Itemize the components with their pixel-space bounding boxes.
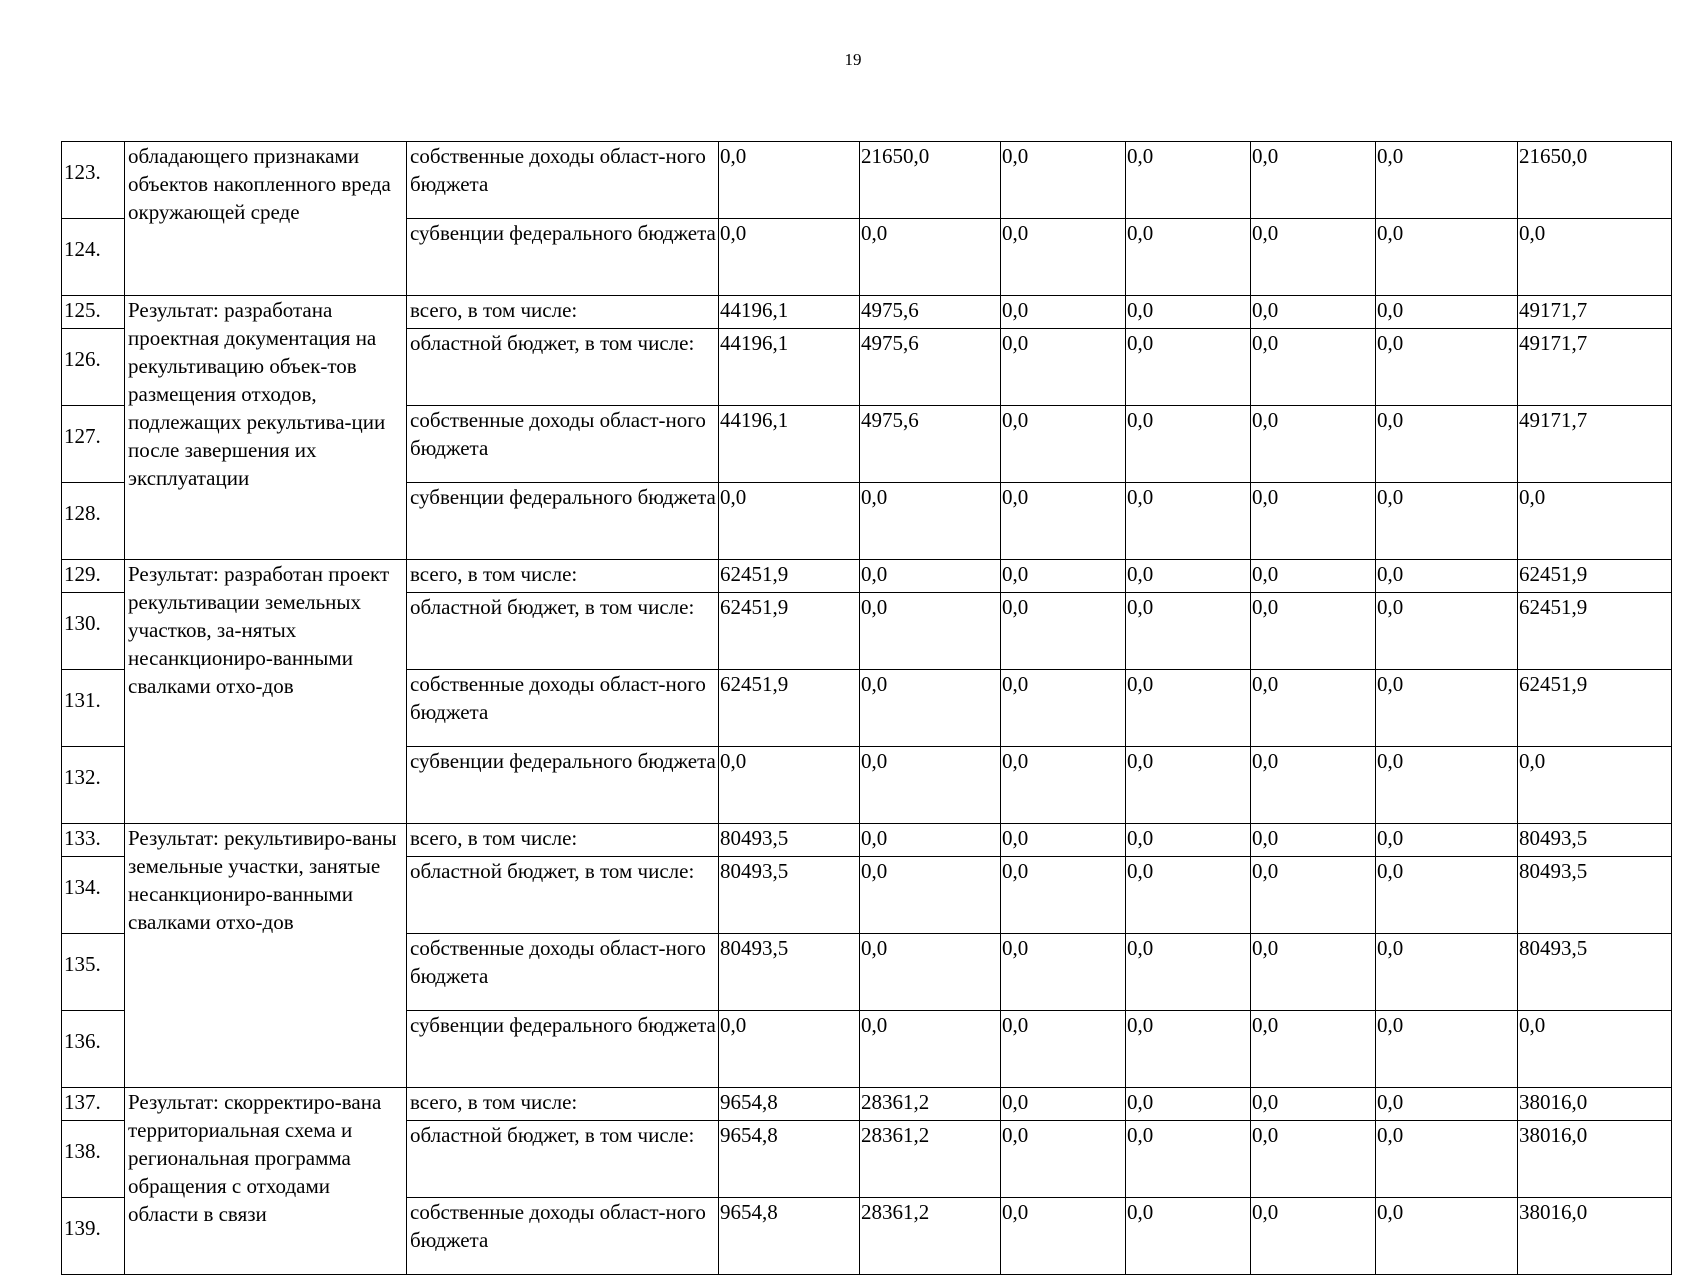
year-value: 0,0 [1126, 219, 1251, 296]
year-value: 21650,0 [860, 142, 1001, 219]
year-value: 80493,5 [719, 824, 860, 857]
year-value: 0,0 [860, 934, 1001, 1011]
funding-source: всего, в том числе: [407, 1088, 719, 1121]
year-value: 0,0 [1126, 296, 1251, 329]
year-value: 0,0 [1001, 593, 1126, 670]
year-value: 0,0 [1001, 1198, 1126, 1275]
funding-source: собственные доходы област-ного бюджета [407, 1198, 719, 1275]
year-value: 0,0 [860, 857, 1001, 934]
year-value: 0,0 [1126, 857, 1251, 934]
year-value: 80493,5 [719, 934, 860, 1011]
year-value: 0,0 [1251, 1011, 1376, 1088]
year-value: 0,0 [1251, 329, 1376, 406]
row-number: 126. [62, 329, 125, 406]
year-value: 0,0 [1126, 593, 1251, 670]
year-value: 0,0 [1126, 934, 1251, 1011]
year-value: 0,0 [1001, 483, 1126, 560]
table-row [62, 824, 1672, 857]
row-number: 134. [62, 857, 125, 934]
funding-source: собственные доходы област-ного бюджета [407, 670, 719, 747]
year-value: 0,0 [1376, 934, 1518, 1011]
year-value: 0,0 [1251, 824, 1376, 857]
year-value: 0,0 [860, 219, 1001, 296]
year-value: 0,0 [1126, 1011, 1251, 1088]
year-value: 0,0 [1376, 1011, 1518, 1088]
year-value: 0,0 [1251, 560, 1376, 593]
year-value: 0,0 [719, 747, 860, 824]
year-value: 0,0 [1251, 1121, 1376, 1198]
total-value: 38016,0 [1518, 1088, 1672, 1121]
year-value: 0,0 [1126, 329, 1251, 406]
total-value: 49171,7 [1518, 329, 1672, 406]
total-value: 21650,0 [1518, 142, 1672, 219]
year-value: 28361,2 [860, 1088, 1001, 1121]
year-value: 0,0 [860, 1011, 1001, 1088]
year-value: 9654,8 [719, 1088, 860, 1121]
table-row [62, 142, 1672, 219]
funding-source: всего, в том числе: [407, 560, 719, 593]
year-value: 0,0 [1001, 296, 1126, 329]
year-value: 0,0 [1376, 296, 1518, 329]
row-number: 137. [62, 1088, 125, 1121]
year-value: 0,0 [1251, 219, 1376, 296]
year-value: 0,0 [1251, 483, 1376, 560]
year-value: 0,0 [1251, 406, 1376, 483]
year-value: 0,0 [1126, 1088, 1251, 1121]
result-description: Результат: разработана проектная документация на рекультивацию объек-тов размещения отходов, подлежащих рекультива-ции после завершения их эксплуатации [125, 296, 407, 560]
year-value: 0,0 [1001, 747, 1126, 824]
year-value: 0,0 [1126, 142, 1251, 219]
year-value: 0,0 [1251, 670, 1376, 747]
year-value: 4975,6 [860, 296, 1001, 329]
result-description: Результат: скорректиро-вана территориальная схема и региональная программа обращения с отходами области в связи [125, 1088, 407, 1275]
year-value: 44196,1 [719, 296, 860, 329]
total-value: 62451,9 [1518, 593, 1672, 670]
year-value: 4975,6 [860, 329, 1001, 406]
year-value: 44196,1 [719, 406, 860, 483]
year-value: 0,0 [1376, 747, 1518, 824]
row-number: 123. [62, 142, 125, 219]
year-value: 62451,9 [719, 560, 860, 593]
year-value: 0,0 [1126, 560, 1251, 593]
year-value: 0,0 [1376, 142, 1518, 219]
funding-source: всего, в том числе: [407, 296, 719, 329]
result-description: Результат: разработан проект рекультивации земельных участков, за-нятых несанкциониро-ванными свалками отхо-дов [125, 560, 407, 824]
total-value: 80493,5 [1518, 934, 1672, 1011]
year-value: 0,0 [1001, 824, 1126, 857]
year-value: 0,0 [1126, 1121, 1251, 1198]
year-value: 0,0 [1251, 1088, 1376, 1121]
total-value: 49171,7 [1518, 406, 1672, 483]
row-number: 130. [62, 593, 125, 670]
year-value: 0,0 [1001, 406, 1126, 483]
row-number: 127. [62, 406, 125, 483]
year-value: 0,0 [1251, 934, 1376, 1011]
year-value: 0,0 [1126, 1198, 1251, 1275]
year-value: 0,0 [1251, 857, 1376, 934]
year-value: 4975,6 [860, 406, 1001, 483]
row-number: 139. [62, 1198, 125, 1275]
funding-source: собственные доходы област-ного бюджета [407, 934, 719, 1011]
funding-source: собственные доходы област-ного бюджета [407, 142, 719, 219]
year-value: 28361,2 [860, 1198, 1001, 1275]
row-number: 135. [62, 934, 125, 1011]
row-number: 132. [62, 747, 125, 824]
year-value: 0,0 [1126, 824, 1251, 857]
year-value: 0,0 [1126, 747, 1251, 824]
funding-source: субвенции федерального бюджета [407, 1011, 719, 1088]
budget-table [61, 141, 1672, 1275]
year-value: 0,0 [719, 142, 860, 219]
year-value: 0,0 [1376, 1121, 1518, 1198]
total-value: 0,0 [1518, 219, 1672, 296]
year-value: 0,0 [1376, 329, 1518, 406]
total-value: 38016,0 [1518, 1198, 1672, 1275]
year-value: 0,0 [1001, 329, 1126, 406]
funding-source: всего, в том числе: [407, 824, 719, 857]
funding-source: субвенции федерального бюджета [407, 747, 719, 824]
row-number: 133. [62, 824, 125, 857]
year-value: 0,0 [719, 1011, 860, 1088]
year-value: 0,0 [1376, 824, 1518, 857]
year-value: 0,0 [860, 483, 1001, 560]
total-value: 62451,9 [1518, 560, 1672, 593]
year-value: 62451,9 [719, 670, 860, 747]
year-value: 0,0 [1001, 1088, 1126, 1121]
row-number: 125. [62, 296, 125, 329]
row-number: 129. [62, 560, 125, 593]
page-number: 19 [844, 50, 862, 69]
year-value: 0,0 [1376, 670, 1518, 747]
year-value: 0,0 [1376, 593, 1518, 670]
row-number: 124. [62, 219, 125, 296]
row-number: 128. [62, 483, 125, 560]
year-value: 0,0 [860, 670, 1001, 747]
year-value: 62451,9 [719, 593, 860, 670]
total-value: 38016,0 [1518, 1121, 1672, 1198]
funding-source: субвенции федерального бюджета [407, 483, 719, 560]
year-value: 44196,1 [719, 329, 860, 406]
table-row [62, 1088, 1672, 1121]
year-value: 0,0 [1251, 747, 1376, 824]
year-value: 0,0 [1376, 1088, 1518, 1121]
funding-source: субвенции федерального бюджета [407, 219, 719, 296]
year-value: 0,0 [1376, 219, 1518, 296]
year-value: 0,0 [1376, 857, 1518, 934]
funding-source: областной бюджет, в том числе: [407, 1121, 719, 1198]
funding-source: областной бюджет, в том числе: [407, 857, 719, 934]
table-body [62, 142, 1672, 1275]
year-value: 28361,2 [860, 1121, 1001, 1198]
funding-source: областной бюджет, в том числе: [407, 593, 719, 670]
row-number: 136. [62, 1011, 125, 1088]
year-value: 80493,5 [719, 857, 860, 934]
year-value: 0,0 [1001, 934, 1126, 1011]
year-value: 0,0 [1251, 593, 1376, 670]
year-value: 0,0 [860, 824, 1001, 857]
year-value: 0,0 [1376, 560, 1518, 593]
year-value: 0,0 [1251, 1198, 1376, 1275]
total-value: 62451,9 [1518, 670, 1672, 747]
total-value: 0,0 [1518, 483, 1672, 560]
year-value: 0,0 [1376, 483, 1518, 560]
row-number: 138. [62, 1121, 125, 1198]
year-value: 0,0 [860, 593, 1001, 670]
year-value: 9654,8 [719, 1198, 860, 1275]
year-value: 0,0 [719, 483, 860, 560]
table-row [62, 560, 1672, 593]
year-value: 0,0 [1001, 1121, 1126, 1198]
result-description: Результат: рекультивиро-ваны земельные участки, занятые несанкциониро-ванными свалками отхо-дов [125, 824, 407, 1088]
year-value: 0,0 [1376, 1198, 1518, 1275]
year-value: 0,0 [1126, 670, 1251, 747]
result-description: обладающего признаками объектов накопленного вреда окружающей среде [125, 142, 407, 296]
total-value: 80493,5 [1518, 824, 1672, 857]
year-value: 0,0 [860, 560, 1001, 593]
year-value: 0,0 [1001, 670, 1126, 747]
year-value: 0,0 [1001, 219, 1126, 296]
table-row [62, 296, 1672, 329]
funding-source: собственные доходы област-ного бюджета [407, 406, 719, 483]
total-value: 80493,5 [1518, 857, 1672, 934]
funding-source: областной бюджет, в том числе: [407, 329, 719, 406]
year-value: 0,0 [719, 219, 860, 296]
year-value: 0,0 [1126, 483, 1251, 560]
total-value: 0,0 [1518, 1011, 1672, 1088]
year-value: 0,0 [1001, 560, 1126, 593]
total-value: 0,0 [1518, 747, 1672, 824]
year-value: 0,0 [1251, 142, 1376, 219]
year-value: 9654,8 [719, 1121, 860, 1198]
year-value: 0,0 [1001, 1011, 1126, 1088]
year-value: 0,0 [1126, 406, 1251, 483]
total-value: 49171,7 [1518, 296, 1672, 329]
row-number: 131. [62, 670, 125, 747]
year-value: 0,0 [1251, 296, 1376, 329]
year-value: 0,0 [1001, 142, 1126, 219]
year-value: 0,0 [860, 747, 1001, 824]
year-value: 0,0 [1376, 406, 1518, 483]
year-value: 0,0 [1001, 857, 1126, 934]
